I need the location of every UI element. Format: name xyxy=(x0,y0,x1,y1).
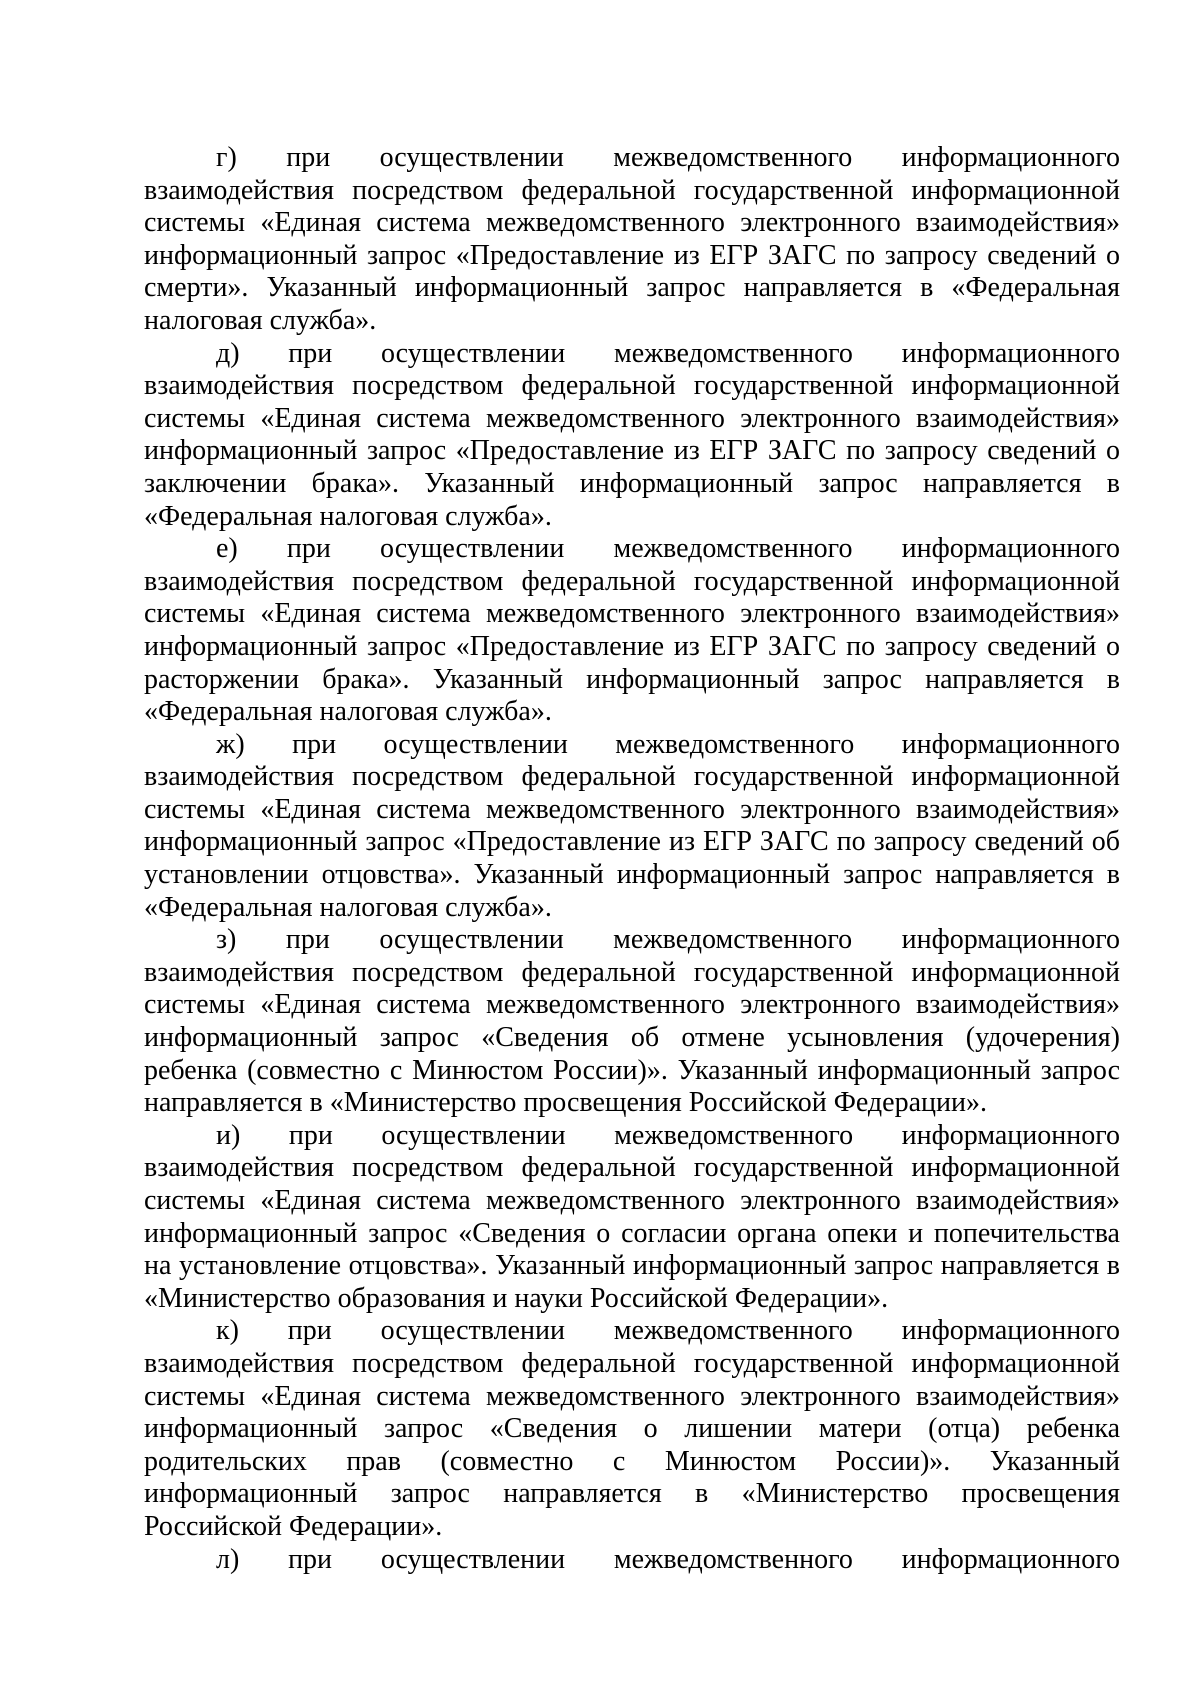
document-body xyxy=(144,142,1120,1576)
paragraph-zh: ж) при осуществлении межведомственного информационного взаимодействия посредством федеральной государственной информационной системы «Единая система межведомственного электронного взаимодействия» информационный запрос «Предоставление из ЕГР ЗАГС по запросу сведений об установлении отцовства». Указанный информационный запрос направляется в «Федеральная налоговая служба». xyxy=(144,728,1120,923)
paragraph-d: д) при осуществлении межведомственного информационного взаимодействия посредством федеральной государственной информационной системы «Единая система межведомственного электронного взаимодействия» информационный запрос «Предоставление из ЕГР ЗАГС по запросу сведений о заключении брака». Указанный информационный запрос направляется в «Федеральная налоговая служба». xyxy=(144,337,1120,532)
paragraph-z: з) при осуществлении межведомственного информационного взаимодействия посредством федеральной государственной информационной системы «Единая система межведомственного электронного взаимодействия» информационный запрос «Сведения об отмене усыновления (удочерения) ребенка (совместно с Минюстом России)». Указанный информационный запрос направляется в «Министерство просвещения Российской Федерации». xyxy=(144,924,1120,1119)
paragraph-e: е) при осуществлении межведомственного информационного взаимодействия посредством федеральной государственной информационной системы «Единая система межведомственного электронного взаимодействия» информационный запрос «Предоставление из ЕГР ЗАГС по запросу сведений о расторжении брака». Указанный информационный запрос направляется в «Федеральная налоговая служба». xyxy=(144,533,1120,728)
paragraph-i: и) при осуществлении межведомственного информационного взаимодействия посредством федеральной государственной информационной системы «Единая система межведомственного электронного взаимодействия» информационный запрос «Сведения о согласии органа опеки и попечительства на установление отцовства». Указанный информационный запрос направляется в «Министерство образования и науки Российской Федерации». xyxy=(144,1119,1120,1314)
paragraph-k: к) при осуществлении межведомственного информационного взаимодействия посредством федеральной государственной информационной системы «Единая система межведомственного электронного взаимодействия» информационный запрос «Сведения о лишении матери (отца) ребенка родительских прав (совместно с Минюстом России)». Указанный информационный запрос направляется в «Министерство просвещения Российской Федерации». xyxy=(144,1315,1120,1542)
paragraph-g: г) при осуществлении межведомственного информационного взаимодействия посредством федеральной государственной информационной системы «Единая система межведомственного электронного взаимодействия» информационный запрос «Предоставление из ЕГР ЗАГС по запросу сведений о смерти». Указанный информационный запрос направляется в «Федеральная налоговая служба». xyxy=(144,142,1120,336)
paragraph-l-start xyxy=(144,1544,1120,1577)
paragraph-l-first-line: л) при осуществлении межведомственного информационного xyxy=(216,1543,1120,1575)
